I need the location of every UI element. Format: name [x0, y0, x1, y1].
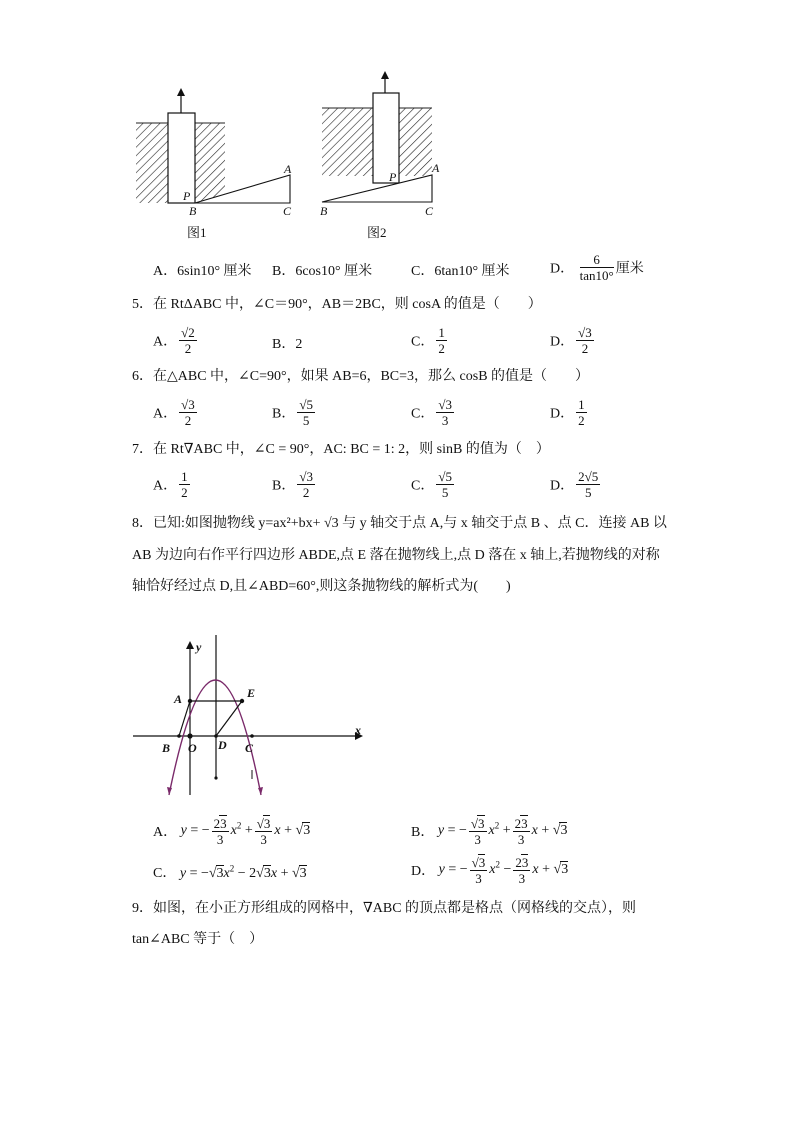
graph-label-a: A: [174, 692, 183, 706]
q8-option-a[interactable]: A． y = − $\frac{23}{3}$ $x^2$ + $\frac{√3}{3}$ x + √3: [153, 816, 311, 847]
q8-parabola-graph: [125, 635, 370, 800]
q7-stem: 7．在 Rt∇ABC 中，∠C = 90°，AC: BC = 1: 2，则 sinB 的值为（ ）: [132, 442, 550, 457]
q8-line-3: 轴恰好经过点 D,且∠ABD=60°,则这条抛物线的解析式为( ): [132, 579, 511, 594]
graph-label-e: E: [247, 686, 256, 700]
figure-2: [318, 68, 443, 208]
fig2-caption: 图2: [367, 225, 387, 240]
q4-option-d[interactable]: D． $\frac{6}{\tan 10^\circ}$ 厘米: [550, 252, 644, 283]
q5-option-a[interactable]: A． $\frac{√2}{2}$: [153, 325, 195, 356]
q7-option-d[interactable]: D． $\frac{2√5}{5}$: [550, 469, 599, 500]
segment-de: [216, 701, 242, 736]
q8-option-b[interactable]: B． y = − $\frac{√3}{3}$ $x^2$ + $\frac{23}{3}$ x + √3: [411, 816, 568, 847]
graph-label-d: D: [218, 738, 227, 752]
fig1-caption: 图1: [187, 225, 207, 240]
q9-line-2: tan∠ABC 等于（ ）: [132, 932, 264, 947]
q6-option-d[interactable]: D． $\frac{1}{2}$: [550, 397, 585, 428]
q6-option-c[interactable]: C． $\frac{√3}{3}$: [411, 397, 452, 428]
q4-option-a[interactable]: A．6sin10° 厘米: [153, 264, 252, 279]
q8-line-1: 8．已知:如图抛物线 y=ax²+bx+ √3 与 y 轴交于点 A,与 x 轴交于点 B 、点 C．连接 AB 以: [132, 516, 667, 531]
q7-option-b[interactable]: B． $\frac{√3}{2}$: [272, 469, 313, 500]
fig1-label-p: P: [183, 189, 191, 203]
graph-label-o: O: [188, 741, 197, 755]
q9-line-1: 9．如图，在小正方形组成的网格中，∇ABC 的顶点都是格点（网格线的交点），则: [132, 901, 637, 916]
figure-1: [130, 85, 300, 210]
q8-line-2: AB 为边向右作平行四边形 ABDE,点 E 落在抛物线上,点 D 落在 x 轴上,若抛物线的对称: [132, 548, 660, 563]
graph-label-x: x: [355, 723, 361, 737]
graph-label-c: C: [245, 741, 254, 755]
q4-option-c[interactable]: C．6tan10° 厘米: [411, 264, 510, 279]
graph-label-b: B: [162, 741, 171, 755]
fig1-label-b: B: [189, 204, 197, 218]
q7-option-a[interactable]: A． $\frac{1}{2}$: [153, 469, 188, 500]
graph-label-y: y: [196, 640, 202, 654]
q4-option-b[interactable]: B．6cos10° 厘米: [272, 264, 373, 279]
block: [168, 113, 195, 203]
q6-stem: 6．在△ABC 中，∠C=90°，如果 AB=6，BC=3，那么 cosB 的值是（ ）: [132, 369, 590, 384]
fig2-label-p: P: [389, 170, 397, 184]
q5-stem: 5．在 RtΔABC 中，∠C＝90°，AB＝2BC，则 cosA 的值是（ ）: [132, 297, 542, 312]
ground-hatch-left: [136, 123, 168, 203]
q7-option-c[interactable]: C． $\frac{√5}{5}$: [411, 469, 452, 500]
q8-option-d[interactable]: D． y = − $\frac{√3}{3}$ $x^2$ − $\frac{23}{3}$ x + √3: [411, 855, 569, 886]
q8-option-c[interactable]: C． $y = -√3x^2 - 2√3x + √3$: [153, 863, 307, 881]
q6-option-a[interactable]: A． $\frac{√3}{2}$: [153, 397, 195, 428]
fig1-label-a: A: [284, 162, 292, 176]
ground-hatch-right: [195, 123, 225, 203]
fig2-label-a: A: [432, 161, 440, 175]
q5-option-b[interactable]: B．2: [272, 337, 303, 352]
q5-option-d[interactable]: D． $\frac{√3}{2}$: [550, 325, 592, 356]
fig2-label-c: C: [425, 204, 434, 218]
fig1-label-c: C: [283, 204, 292, 218]
fig2-label-b: B: [320, 204, 328, 218]
q6-option-b[interactable]: B． $\frac{√5}{5}$: [272, 397, 313, 428]
fraction: $\frac{6}{\tan 10^\circ}$: [579, 252, 614, 283]
q5-option-c[interactable]: C． $\frac{1}{2}$: [411, 325, 445, 356]
